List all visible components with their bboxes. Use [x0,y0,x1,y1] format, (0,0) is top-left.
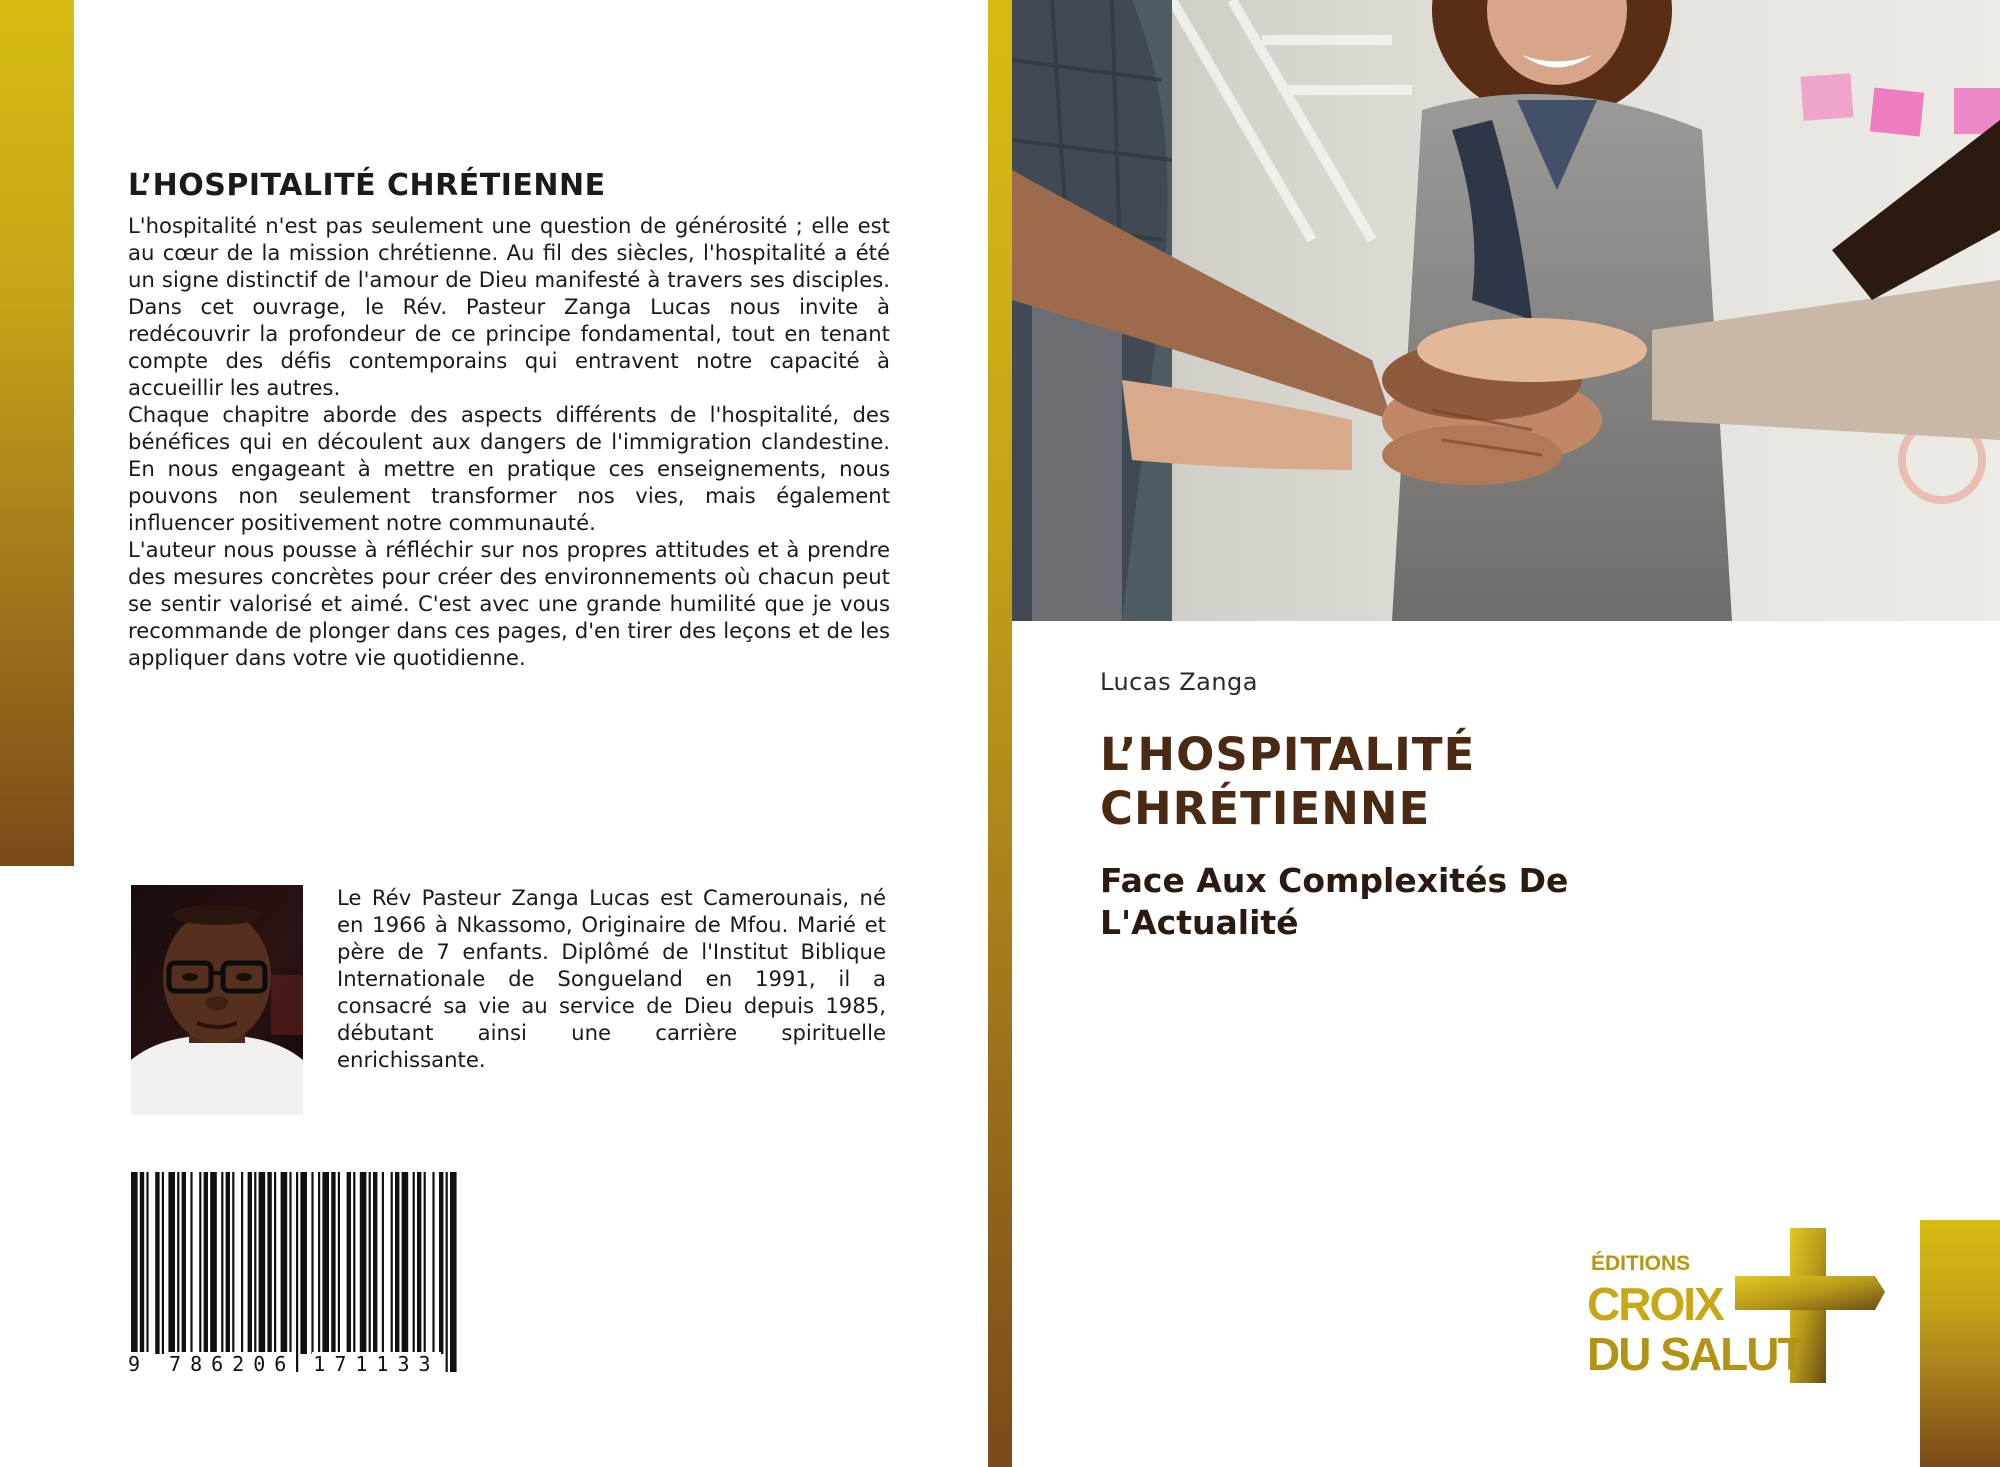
barcode-bar [391,1172,393,1354]
isbn-number [127,1352,459,1376]
cover-stacked-hands-photo [1012,0,2000,621]
front-cover-title: L’HOSPITALITÉ CHRÉTIENNE [1100,728,1476,835]
barcode-bar [281,1172,288,1354]
front-cover-accent-block [1920,1220,2000,1467]
barcode-bar [369,1172,371,1354]
barcode-bar [322,1172,329,1354]
barcode-bar [417,1172,421,1354]
barcode-bar [254,1172,256,1354]
blurb-paragraph: L'auteur nous pousse à réfléchir sur nos propres attitudes et à prendre des mesures concrètes pour créer des environnements où chacun peut se sentir valorisé et aimé. C'est avec une grande humilité que je vous recommande de plonger dans ces pages, d'en tirer des leçons et de les appliquer dans votre vie quotidienne. [128,537,890,670]
isbn-prefix: 9 [128,1352,150,1376]
back-cover-title: L’HOSPITALITÉ CHRÉTIENNE [128,168,606,203]
barcode-bar [140,1172,144,1372]
barcode-bar [300,1172,307,1354]
barcode-bar [226,1172,230,1354]
barcode-bar [360,1172,367,1354]
barcode-bar [424,1172,426,1354]
barcode-bar [395,1172,399,1354]
barcode-bar [162,1172,164,1354]
barcode-bar [146,1172,148,1354]
barcode-bar [199,1172,201,1354]
book-spine [988,0,1012,1467]
barcode-bar [439,1172,443,1354]
publisher-line-du-salut: DU SALUT [1587,1328,1804,1380]
barcode-bar [338,1172,340,1354]
blurb-paragraph: L'hospitalité n'est pas seulement une question de générosité ; elle est au cœur de la mission chrétienne. Au fil des siècles, l'hospitalité a été un signe distinctif de l'amour de Dieu manifesté à travers ses disciples. Dans cet ouvrage, le Rév. Pasteur Zanga Lucas nous invite à redécouvrir la profondeur de ce principe fondamental, tout en tenant compte des défis contemporains qui entravent notre capacité à accueillir les autres. [128,213,890,400]
barcode-bar [311,1172,313,1354]
barcode-bar [155,1172,159,1354]
barcode-bar [450,1172,457,1372]
barcode-bar [331,1172,335,1354]
barcode-bar [296,1172,298,1372]
barcode-bar [274,1172,276,1354]
back-cover-accent-strip [0,0,74,866]
barcode-bar [241,1172,243,1354]
front-cover-subtitle: Face Aux Complexités De L'Actualité [1100,861,1569,942]
back-cover-blurb [128,212,890,671]
barcode-bar [232,1172,234,1354]
barcode-bar [446,1172,448,1372]
barcode-bar [259,1172,266,1354]
barcode-bar [318,1172,320,1354]
author-portrait-photo [131,885,303,1115]
barcode-bar [210,1172,217,1354]
barcode-bar [373,1172,377,1354]
barcode-bar [382,1172,384,1354]
barcode-bar [221,1172,223,1354]
isbn-group-1: 786206 [169,1352,296,1376]
front-cover-author: Lucas Zanga [1100,668,1258,696]
barcode-bar [353,1172,355,1354]
barcode-bar [267,1172,271,1354]
isbn-group-2: 171133 [313,1352,440,1376]
barcode-bar [204,1172,208,1354]
barcode-bar [131,1172,138,1372]
barcode-bar [182,1172,186,1354]
barcode-bar [432,1172,434,1354]
publisher-logo [1585,1228,1885,1383]
barcode-bar [248,1172,252,1354]
blurb-paragraph: Chaque chapitre aborde des aspects différents de l'hospitalité, des bénéfices qui en découlent aux dangers de l'immigration clandestine. En nous engageant à mettre en pratique ces enseignements, nous pouvons non seulement transformer nos vies, mais également influencer positivement notre communauté. [128,402,890,535]
barcode-bar [168,1172,175,1354]
barcode-bar [190,1172,192,1354]
isbn-barcode [127,1172,459,1372]
publisher-line-editions: ÉDITIONS [1591,1252,1691,1275]
barcode-bar [413,1172,415,1354]
barcode-bar [177,1172,179,1354]
publisher-line-croix: CROIX [1587,1278,1723,1330]
barcode-bar [402,1172,409,1354]
barcode-bar [347,1172,351,1354]
author-biography: Le Rév Pasteur Zanga Lucas est Camerounais, né en 1966 à Nkassomo, Originaire de Mfou. Marié et père de 7 enfants. Diplômé de l'Institut Biblique Internationale de Songueland en 1991, il a consacré sa vie au service de Dieu depuis 1985, débutant ainsi une carrière spirituelle enrichissante. [337,885,886,1072]
barcode-bar [289,1172,291,1372]
